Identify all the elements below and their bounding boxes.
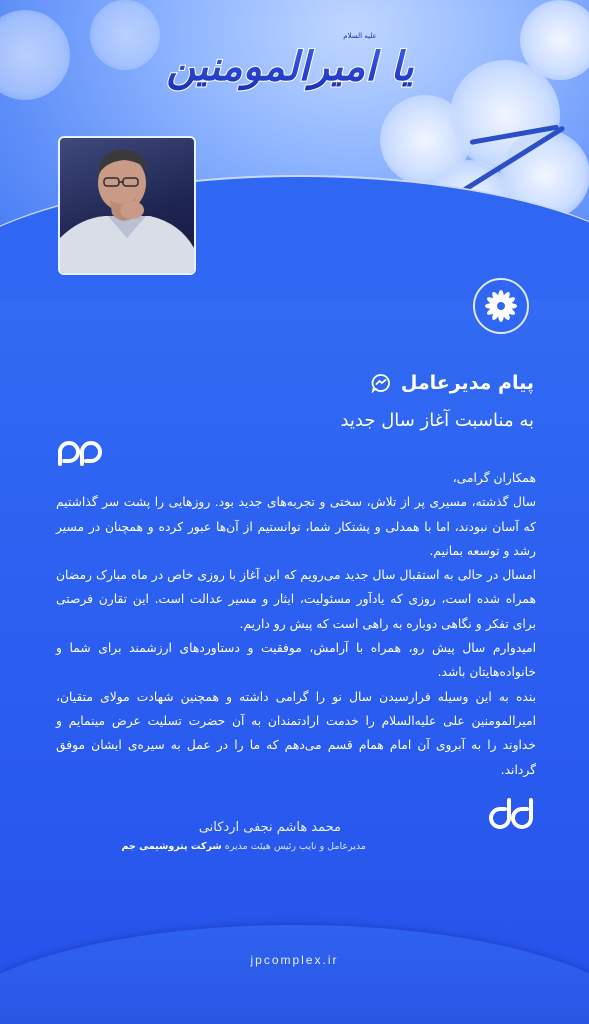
signature-company: شرکت پتروشیمی جم xyxy=(121,841,222,852)
message-paragraph: همکاران گرامی، xyxy=(452,471,536,485)
sunflower-emblem-icon xyxy=(473,278,529,334)
message-subtitle: به مناسبت آغاز سال جدید xyxy=(340,410,534,431)
blossom-decoration xyxy=(90,0,160,70)
calligraphy-mark: علیه السلام xyxy=(343,32,377,40)
message-title-row xyxy=(371,372,534,394)
footer-band xyxy=(0,925,589,1024)
signature-role-prefix: مدیرعامل و نایب رئیس هیئت مدیره xyxy=(224,841,366,852)
message-title: پیام مدیرعامل xyxy=(400,372,534,394)
signature-name: محمد هاشم نجفی اردکانی xyxy=(198,820,341,835)
quote-close-icon xyxy=(487,796,535,836)
blossom-decoration xyxy=(0,10,70,100)
message-paragraph: بنده به این وسیله فرارسیدن سال نو را گرامی داشته و همچنین شهادت مولای متقیان، امیرالمومنین علی علیه‌السلام را خدمت ارادتمندان به آن حضرت تسلیت عرض مینمایم و خداوند را به آبروی آن امام همام قسم می‌دهم که ما را در عمل به سیره‌ی ایشان موفق گرداند. xyxy=(56,689,536,777)
message-paragraph: امسال در حالی به استقبال سال جدید می‌رویم که این آغاز با روزی خاص در ماه مبارک رمضان همراه شده است، روزی که یادآور مسئولیت، ایثار و مسیر عدالت است. این تقارن فرصتی برای تفکر و نگاهی دوباره به راهی است که پیش رو داریم. xyxy=(56,568,536,631)
signature-role xyxy=(122,841,366,852)
message-paragraph: سال گذشته، مسیری پر از تلاش، سختی و تجربه‌های جدید بود. روزهایی را پشت سر گذاشتیم که آسان نبودند، اما با همدلی و پشتکار شما، توانستیم از آن‌ها عبور کرده و همچنان در مسیر رشد و توسعه بمانیم. xyxy=(56,495,536,558)
calligraphy-text: یا امیرالمومنین xyxy=(166,44,414,90)
website-link[interactable]: jpcomplex.ir xyxy=(250,953,339,967)
message-paragraph: امیدوارم سال پیش رو، همراه با آرامش، موفقیت و دستاوردهای ارزشمند برای شما و خانواده‌هایتان باشد. xyxy=(56,641,536,680)
calligraphy-title xyxy=(160,18,420,108)
chat-bubble-icon xyxy=(371,373,391,393)
message-body xyxy=(56,466,536,782)
ceo-portrait xyxy=(58,136,196,275)
